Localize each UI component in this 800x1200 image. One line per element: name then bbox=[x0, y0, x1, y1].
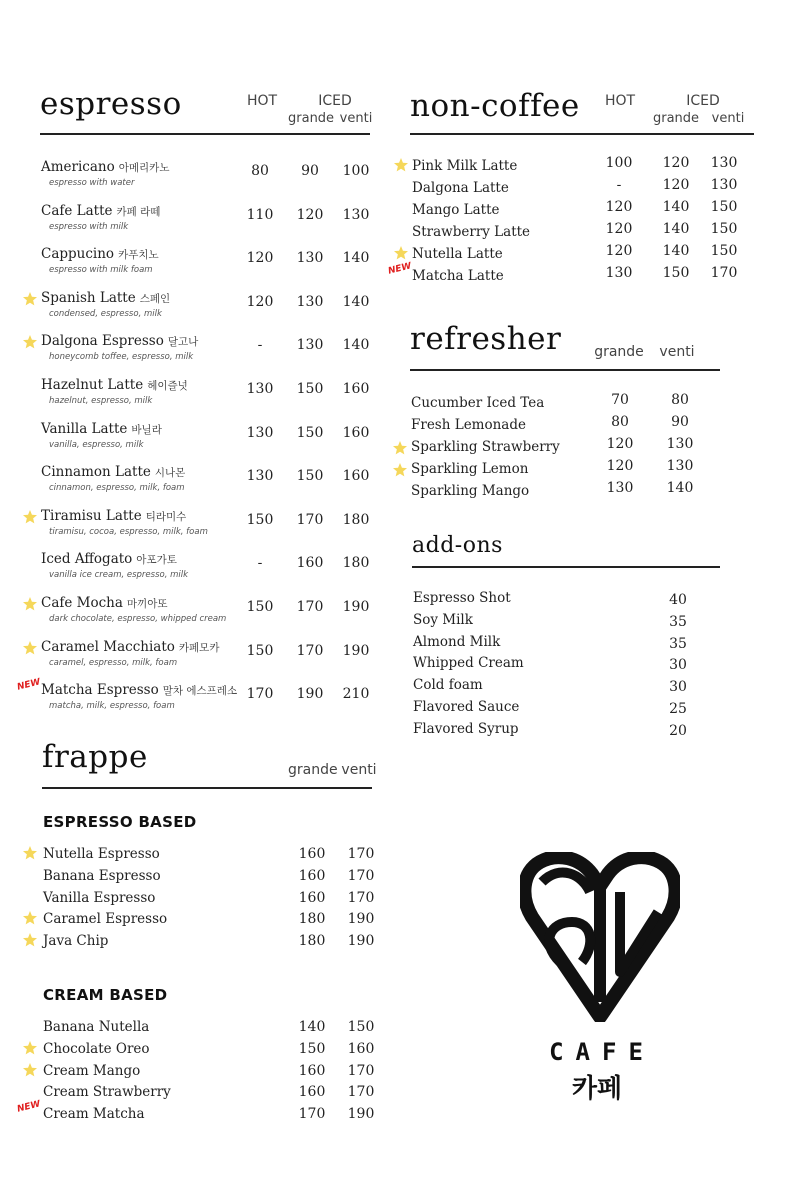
price-venti: 180 bbox=[342, 555, 370, 572]
star-icon bbox=[22, 334, 38, 350]
item-name: Strawberry Latte bbox=[412, 223, 531, 240]
price-grande: 130 bbox=[296, 250, 324, 267]
espresso-title: espresso bbox=[40, 86, 182, 122]
item-korean-name: 말차 에스프레소 bbox=[162, 685, 238, 698]
item-korean-name: 카푸치노 bbox=[118, 249, 159, 262]
refresher-title: refresher bbox=[410, 321, 562, 357]
item-name: Sparkling Mango bbox=[411, 482, 530, 499]
price-grande: 150 bbox=[662, 264, 690, 281]
price-venti: 170 bbox=[347, 889, 375, 906]
item-description: condensed, espresso, milk bbox=[49, 308, 162, 319]
star-icon bbox=[22, 1062, 38, 1078]
item-name: Dalgona Espresso 달고나 bbox=[41, 333, 199, 350]
price-grande: 140 bbox=[662, 198, 690, 215]
item-name: Soy Milk bbox=[413, 611, 473, 628]
price-hot: 120 bbox=[246, 293, 274, 310]
price-grande: 90 bbox=[301, 163, 319, 179]
item-name: Cold foam bbox=[413, 677, 483, 694]
price-venti: 130 bbox=[710, 176, 738, 193]
frappe-title: frappe bbox=[42, 739, 148, 775]
price-hot: - bbox=[257, 337, 263, 354]
price-venti: 130 bbox=[342, 206, 370, 223]
noncoffee-hot-header: HOT bbox=[604, 93, 636, 109]
frappe-grande-header: grande bbox=[288, 762, 338, 778]
item-name: Espresso Shot bbox=[413, 590, 511, 606]
star-icon bbox=[22, 640, 38, 656]
star-icon bbox=[392, 462, 408, 478]
item-description: vanilla, espresso, milk bbox=[49, 439, 144, 450]
price-grande: 140 bbox=[662, 242, 690, 259]
price-grande: 170 bbox=[298, 1106, 326, 1123]
item-name: Caramel Macchiato 카페모카 bbox=[41, 638, 220, 655]
new-badge: NEW bbox=[387, 260, 413, 277]
price-grande: 180 bbox=[298, 911, 326, 928]
price-addon: 35 bbox=[669, 635, 687, 652]
new-badge: NEW bbox=[16, 677, 42, 693]
item-name: Matcha Latte bbox=[412, 267, 504, 284]
item-korean-name: 스페인 bbox=[139, 292, 171, 305]
item-korean-name: 헤이즐넛 bbox=[147, 380, 188, 392]
price-venti: 170 bbox=[347, 1062, 375, 1079]
price-addon: 20 bbox=[669, 722, 687, 739]
item-name: Hazelnut Latte 헤이즐넛 bbox=[41, 377, 188, 393]
star-icon bbox=[22, 291, 38, 307]
item-description: vanilla ice cream, espresso, milk bbox=[49, 570, 189, 581]
price-grande: 170 bbox=[296, 599, 324, 615]
price-venti: 160 bbox=[342, 424, 370, 441]
addons-title: add-ons bbox=[412, 533, 503, 558]
price-hot: 130 bbox=[605, 264, 633, 281]
price-venti: 140 bbox=[666, 479, 694, 496]
item-name: Cinnamon Latte 시나몬 bbox=[41, 464, 186, 481]
star-icon bbox=[22, 845, 38, 861]
item-name: Nutella Latte bbox=[412, 245, 503, 262]
item-name: Flavored Sauce bbox=[413, 699, 520, 715]
price-venti: 130 bbox=[666, 435, 694, 452]
price-grande: 180 bbox=[298, 933, 326, 950]
price-grande: 190 bbox=[296, 686, 324, 703]
item-name: Flavored Syrup bbox=[413, 720, 519, 737]
cafe-logo bbox=[520, 852, 680, 1032]
price-grande: 160 bbox=[298, 1084, 326, 1101]
refresher-divider bbox=[410, 369, 720, 371]
item-name: Cafe Mocha 마끼아또 bbox=[41, 595, 168, 611]
star-icon bbox=[392, 440, 408, 456]
price-hot: 120 bbox=[605, 242, 633, 259]
price-venti: 150 bbox=[710, 220, 738, 237]
frappe-group-label: ESPRESSO BASED bbox=[43, 813, 197, 831]
item-name: Cappucino 카푸치노 bbox=[41, 246, 159, 263]
item-name: Spanish Latte 스페인 bbox=[41, 289, 171, 306]
price-grande: 120 bbox=[662, 176, 690, 193]
item-name: Banana Espresso bbox=[43, 867, 161, 884]
item-korean-name: 아포가토 bbox=[136, 554, 177, 567]
espresso-grande-header: grande bbox=[288, 111, 335, 126]
price-grande: 140 bbox=[662, 220, 690, 237]
item-korean-name: 달고나 bbox=[167, 336, 199, 349]
item-description: espresso with milk foam bbox=[49, 265, 153, 276]
price-venti: 140 bbox=[342, 293, 370, 310]
item-name: Cream Matcha bbox=[43, 1106, 145, 1123]
price-venti: 150 bbox=[710, 198, 738, 215]
item-name: Cafe Latte 카페 라떼 bbox=[41, 202, 161, 219]
price-venti: 170 bbox=[710, 264, 738, 281]
price-grande: 150 bbox=[296, 381, 324, 397]
espresso-iced-header: ICED bbox=[318, 93, 352, 109]
price-grande: 160 bbox=[298, 846, 326, 862]
price-hot: - bbox=[616, 176, 622, 193]
price-hot: 100 bbox=[605, 155, 633, 171]
price-grande: 160 bbox=[298, 867, 326, 884]
price-grande: 170 bbox=[296, 511, 324, 528]
price-venti: 160 bbox=[342, 468, 370, 485]
noncoffee-grande-header: grande bbox=[652, 111, 700, 126]
item-name: Sparkling Lemon bbox=[411, 460, 529, 477]
item-name: Dalgona Latte bbox=[412, 179, 509, 196]
item-name: Vanilla Espresso bbox=[43, 889, 156, 906]
price-hot: 120 bbox=[605, 198, 633, 215]
price-venti: 90 bbox=[671, 413, 689, 430]
logo-korean-text: 카페 bbox=[571, 1074, 623, 1104]
price-grande: 80 bbox=[611, 413, 629, 430]
item-name: Cream Strawberry bbox=[43, 1084, 171, 1101]
price-hot: 130 bbox=[246, 468, 274, 485]
price-hot: 130 bbox=[246, 381, 274, 397]
item-description: caramel, espresso, milk, foam bbox=[49, 657, 178, 668]
noncoffee-title: non-coffee bbox=[410, 88, 580, 124]
price-hot: 150 bbox=[246, 511, 274, 528]
item-description: tiramisu, cocoa, espresso, milk, foam bbox=[49, 526, 208, 537]
item-name: Java Chip bbox=[43, 933, 109, 950]
espresso-divider bbox=[40, 133, 370, 135]
espresso-venti-header: venti bbox=[339, 111, 373, 126]
price-venti: 160 bbox=[342, 381, 370, 397]
item-description: matcha, milk, espresso, foam bbox=[49, 701, 175, 712]
price-grande: 70 bbox=[611, 392, 629, 408]
star-icon bbox=[393, 245, 409, 261]
refresher-grande-header: grande bbox=[594, 344, 644, 360]
item-name: Almond Milk bbox=[413, 633, 501, 650]
price-addon: 40 bbox=[669, 592, 687, 608]
item-description: dark chocolate, espresso, whipped cream bbox=[49, 614, 227, 624]
item-description: espresso with milk bbox=[49, 221, 129, 232]
price-grande: 160 bbox=[298, 889, 326, 906]
price-addon: 25 bbox=[669, 701, 687, 717]
price-grande: 120 bbox=[606, 435, 634, 452]
item-korean-name: 티라미수 bbox=[145, 510, 187, 523]
price-grande: 150 bbox=[298, 1040, 326, 1057]
price-grande: 130 bbox=[606, 479, 634, 496]
item-name: Americano 아메리카노 bbox=[41, 159, 170, 175]
item-name: Caramel Espresso bbox=[43, 911, 168, 928]
price-grande: 140 bbox=[298, 1019, 326, 1035]
price-venti: 190 bbox=[347, 1106, 375, 1123]
item-name: Sparkling Strawberry bbox=[411, 438, 560, 455]
item-description: hazelnut, espresso, milk bbox=[49, 396, 153, 406]
price-venti: 190 bbox=[342, 599, 370, 615]
price-hot: 120 bbox=[246, 250, 274, 267]
price-venti: 170 bbox=[347, 867, 375, 884]
refresher-venti-header: venti bbox=[659, 344, 695, 360]
heart-logo-icon bbox=[520, 852, 680, 1022]
price-venti: 80 bbox=[671, 392, 689, 408]
item-korean-name: 시나몬 bbox=[154, 467, 186, 480]
item-name: Cucumber Iced Tea bbox=[411, 395, 545, 411]
item-name: Mango Latte bbox=[412, 201, 500, 218]
item-korean-name: 바닐라 bbox=[131, 423, 162, 436]
price-hot: 80 bbox=[251, 163, 269, 179]
price-venti: 170 bbox=[347, 1084, 375, 1101]
price-venti: 190 bbox=[347, 911, 375, 928]
frappe-divider bbox=[42, 787, 372, 789]
price-venti: 150 bbox=[710, 242, 738, 259]
price-venti: 130 bbox=[710, 155, 738, 171]
item-name: Banana Nutella bbox=[43, 1019, 150, 1035]
frappe-venti-header: venti bbox=[341, 762, 377, 778]
star-icon bbox=[22, 596, 38, 612]
price-grande: 130 bbox=[296, 293, 324, 310]
addons-divider bbox=[412, 566, 720, 568]
noncoffee-venti-header: venti bbox=[711, 111, 745, 126]
item-korean-name: 마끼아또 bbox=[126, 598, 168, 610]
new-badge: NEW bbox=[16, 1099, 42, 1115]
price-hot: 150 bbox=[246, 642, 274, 659]
item-description: honeycomb toffee, espresso, milk bbox=[49, 352, 194, 363]
item-description: espresso with water bbox=[49, 178, 135, 188]
price-grande: 120 bbox=[296, 206, 324, 223]
price-grande: 120 bbox=[606, 457, 634, 474]
noncoffee-divider bbox=[410, 133, 754, 135]
price-venti: 190 bbox=[342, 642, 370, 659]
star-icon bbox=[393, 157, 409, 173]
price-venti: 140 bbox=[342, 250, 370, 267]
price-venti: 210 bbox=[342, 686, 370, 703]
price-grande: 150 bbox=[296, 424, 324, 441]
price-venti: 190 bbox=[347, 933, 375, 950]
price-grande: 150 bbox=[296, 468, 324, 485]
price-hot: 130 bbox=[246, 424, 274, 441]
item-name: Matcha Espresso 말차 에스프레소 bbox=[41, 682, 238, 699]
price-venti: 170 bbox=[347, 846, 375, 862]
item-name: Pink Milk Latte bbox=[412, 158, 518, 174]
price-venti: 100 bbox=[342, 163, 370, 179]
price-hot: - bbox=[257, 555, 263, 572]
item-name: Cream Mango bbox=[43, 1062, 141, 1079]
item-name: Whipped Cream bbox=[413, 655, 524, 672]
price-hot: 110 bbox=[246, 206, 274, 223]
espresso-hot-header: HOT bbox=[246, 93, 278, 109]
price-venti: 160 bbox=[347, 1040, 375, 1057]
star-icon bbox=[22, 910, 38, 926]
item-name: Tiramisu Latte 티라미수 bbox=[41, 507, 187, 524]
price-hot: 120 bbox=[605, 220, 633, 237]
item-name: Nutella Espresso bbox=[43, 846, 160, 862]
price-grande: 160 bbox=[296, 555, 324, 572]
item-name: Iced Affogato 아포가토 bbox=[41, 551, 177, 568]
price-grande: 130 bbox=[296, 337, 324, 354]
logo-cafe-text: CAFE bbox=[549, 1038, 655, 1066]
price-venti: 140 bbox=[342, 337, 370, 354]
noncoffee-iced-header: ICED bbox=[686, 93, 720, 109]
item-description: cinnamon, espresso, milk, foam bbox=[49, 483, 185, 494]
price-grande: 160 bbox=[298, 1062, 326, 1079]
price-venti: 130 bbox=[666, 457, 694, 474]
price-hot: 150 bbox=[246, 599, 274, 615]
price-grande: 120 bbox=[662, 155, 690, 171]
frappe-group-label: CREAM BASED bbox=[43, 986, 168, 1004]
star-icon bbox=[22, 509, 38, 525]
star-icon bbox=[22, 1040, 38, 1056]
item-name: Vanilla Latte 바닐라 bbox=[41, 420, 162, 437]
item-korean-name: 카페 라떼 bbox=[116, 205, 161, 218]
item-name: Fresh Lemonade bbox=[411, 416, 526, 433]
item-korean-name: 카페모카 bbox=[178, 641, 220, 654]
price-venti: 180 bbox=[342, 511, 370, 528]
star-icon bbox=[22, 932, 38, 948]
price-addon: 30 bbox=[669, 679, 687, 696]
price-grande: 170 bbox=[296, 642, 324, 659]
price-hot: 170 bbox=[246, 686, 274, 703]
item-name: Chocolate Oreo bbox=[43, 1040, 150, 1057]
price-addon: 30 bbox=[669, 657, 687, 674]
price-addon: 35 bbox=[669, 613, 687, 630]
price-venti: 150 bbox=[347, 1019, 375, 1035]
item-korean-name: 아메리카노 bbox=[118, 162, 170, 174]
